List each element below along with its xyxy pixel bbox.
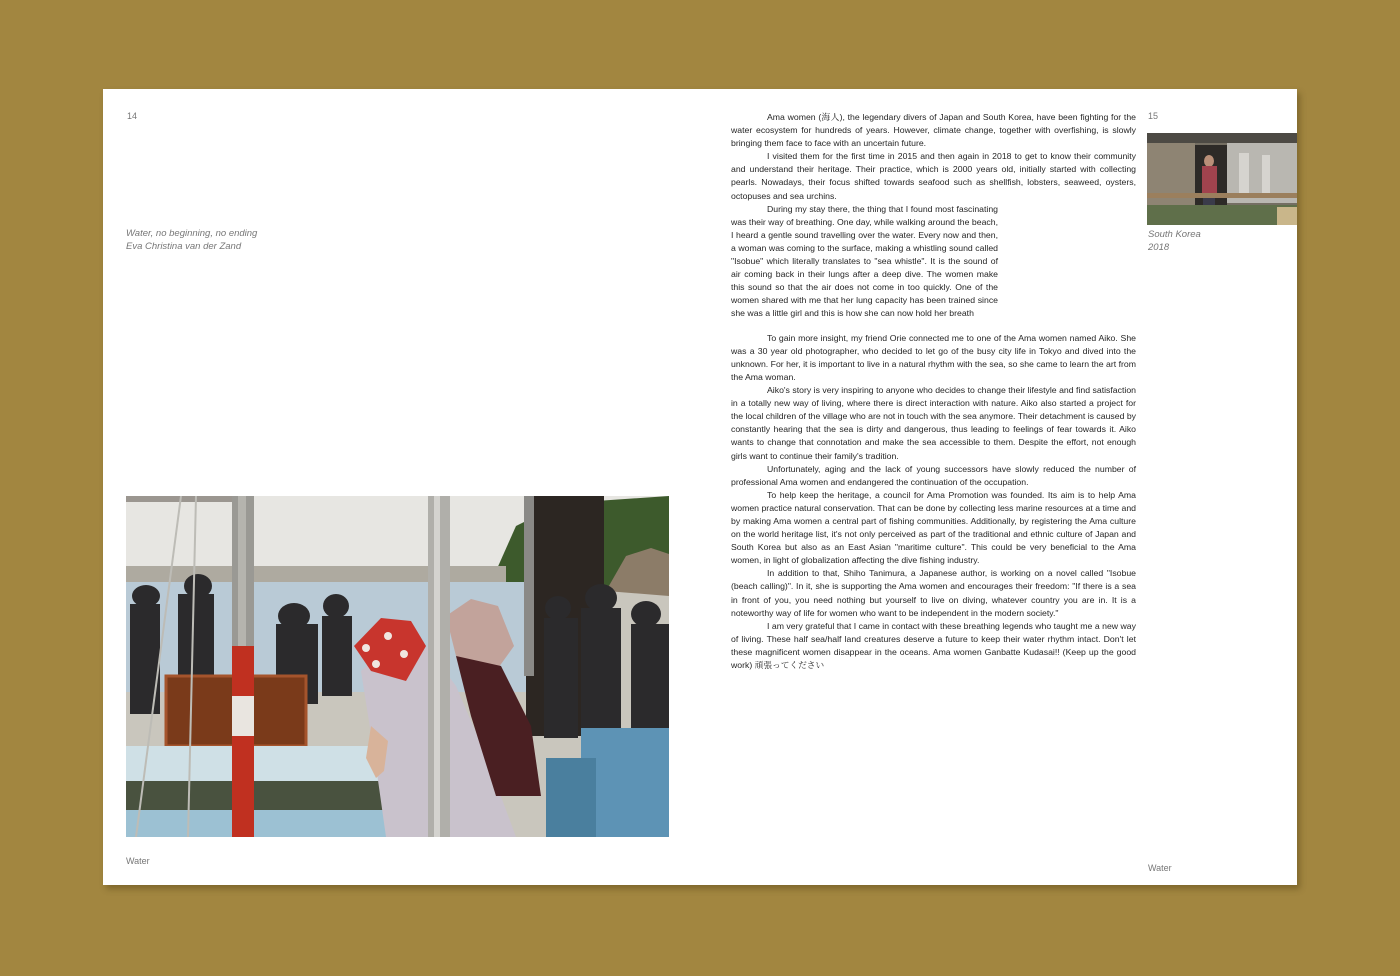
paragraph-5: Aiko's story is very inspiring to anyone who decides to change their lifestyle and find satisfaction in a totally new way of living, where there is direct interaction with nature. Aiko also started a project for the local children of the village who are not in touch with the sea anymore. Their detachment is caused by constantly hearing that the sea is dirty and dangerous, thus leading to feelings of fear towards it. Aiko wants to change that connotation and make the sea accessible to them. Despite the effort, not enough girls want to continue their family's tradition. [731, 385, 1137, 461]
photo-caption [1148, 229, 1201, 254]
south-korea-photo [1147, 133, 1297, 225]
article-caption [126, 228, 257, 253]
photo-caption-year: 2018 [1148, 241, 1170, 253]
magazine-spread [103, 89, 1297, 885]
photo-ama-divers-icon [126, 496, 669, 837]
footer-right: Water [1148, 863, 1172, 873]
article-title: Water, no beginning, no ending [126, 228, 258, 239]
page-number-right: 15 [1148, 111, 1159, 121]
paragraph-6: Unfortunately, aging and the lack of young successors have slowly reduced the number of professional Ama women and endangered the continuation of the occupation. [731, 463, 1136, 487]
ama-divers-photo [126, 496, 669, 837]
photo-fisherwoman-icon [1147, 133, 1297, 225]
text-wrap-spacer [998, 203, 1136, 332]
page-number-left: 14 [127, 111, 138, 121]
article-author: Eva Christina van der Zand [126, 240, 242, 252]
paragraph-7: To help keep the heritage, a council for Ama Promotion was founded. Its aim is to help Ama women practice natural conservation. That can be done by collecting less marine resources at a time and by making Ama women a central part of fishing communities. Additionally, by registering the Ama culture on the world heritage list, it's not only perceived as part of the traditional and ethnic culture of Japan and South Korea but also as an East Asian "maritime culture". This could be very beneficial to the Ama women, in light of globalization affecting the dive fishing industry. [731, 489, 1136, 566]
paragraph-3: During my stay there, the thing that I found most fascinating was their way of breathing. One day, while walking around the beach, I heard a gentle sound travelling over the water. Every now and then, a woman was coming to the surface, making a whistling sound called "Isobue" which literally translates to "sea whistle". It is the sound of air coming back in their lungs after a deep dive. The women make this sound so that the air does not come in too quickly. One of the women shared with me that her lung capacity has been trained since she was a little girl and this is how she can now hold her breath [731, 203, 998, 319]
paragraph-1: Ama women (海人), the legendary divers of Japan and South Korea, have been fighting for the water ecosystem for hundreds of years. However, climate change, together with overfishing, is slowly bringing them face to face with an uncertain future. [731, 112, 1136, 149]
paragraph-4: To gain more insight, my friend Orie connected me to one of the Ama women named Aiko. She was a 30 year old photographer, who decided to let go of the busy city life in Tokyo and dived into the unknown. For her, it is important to live in a natural rhythm with the sea, so she came to learn the art from the Ama woman. [731, 332, 1136, 382]
paragraph-8: In addition to that, Shiho Tanimura, a Japanese author, is working on a novel called "Isobue (beach calling)". In it, she is supporting the Ama women and encourages their freedom: "If there is a sea in front of you, you need nothing but yourself to live on diving, whatever country you are in. It is a noteworthy way of life for women who want to be independent in the modern society." [731, 568, 1136, 618]
footer-left: Water [126, 856, 150, 866]
photo-caption-place: South Korea [1148, 229, 1201, 240]
paragraph-9: I am very grateful that I came in contact with these breathing legends who taught me a new way of living. These half sea/half land creatures deserve a future to keep their water rhythm intact. Don't let these magnificent women disappear in the oceans. Ama women Ganbatte Kudasai!! (Keep up the good work) 頑張ってください [731, 620, 1136, 670]
paragraph-2: I visited them for the first time in 2015 and then again in 2018 to get to know their community and understand their heritage. Their practice, which is 2000 years old, initially started with collecting pearls. Nowadays, their focus shifted towards seafood such as shellfish, lobsters, seaweed, oysters, octopuses and sea urchins. [731, 151, 1136, 201]
article-body [731, 111, 1136, 672]
